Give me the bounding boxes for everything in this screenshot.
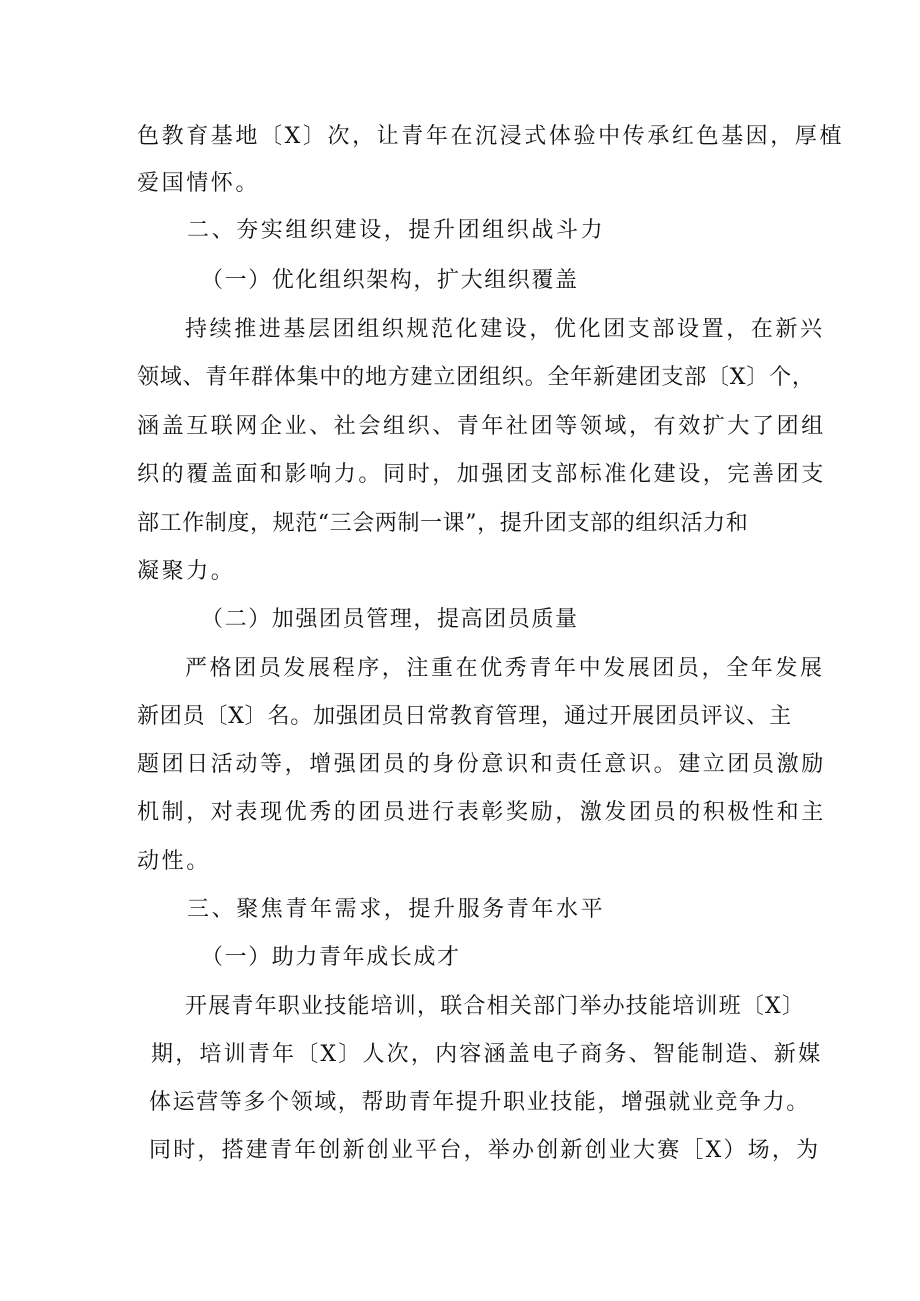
subheading: （一）优化组织架构，扩大组织覆盖: [201, 268, 579, 293]
body-line: 领域、青年群体集中的地方建立团组织。全年新建团支部〔X〕个，: [137, 365, 815, 390]
subheading: （二）加强团员管理，提高团员质量: [201, 607, 579, 632]
body-line: 持续推进基层团组织规范化建设，优化团支部设置，在新兴: [185, 317, 825, 342]
body-line: 机制，对表现优秀的团员进行表彰奖励，激发团员的积极性和主: [137, 800, 826, 825]
body-line: 色教育基地〔X〕次，让青年在沉浸式体验中传承红色基因，厚植: [137, 124, 845, 149]
body-line: 严格团员发展程序，注重在优秀青年中发展团员，全年发展: [185, 656, 825, 681]
body-line: 部工作制度，规范“三会两制一课”，提升团支部的组织活力和: [137, 511, 749, 536]
section-heading: 二、夯实组织建设，提升团组织战斗力: [187, 218, 606, 243]
body-line: 新团员〔X〕名。加强团员日常教育管理，通过开展团员评议、主: [137, 704, 792, 729]
body-line: 体运营等多个领域，帮助青年提升职业技能，增强就业竞争力。: [149, 1090, 810, 1115]
body-line: 爱国情怀。: [137, 171, 261, 196]
body-line: 同时，搭建青年创新创业平台，举办创新创业大赛［X）场，为: [149, 1138, 821, 1163]
body-line: 期，培训青年〔X〕人次，内容涵盖电子商务、智能制造、新媒: [151, 1042, 823, 1067]
section-heading: 三、聚焦青年需求，提升服务青年水平: [187, 897, 606, 922]
body-line: 开展青年职业技能培训，联合相关部门举办技能培训班〔X〕: [185, 994, 806, 1019]
body-line: 凝聚力。: [137, 559, 236, 584]
body-line: 织的覆盖面和影响力。同时，加强团支部标准化建设，完善团支: [137, 462, 826, 487]
body-line: 涵盖互联网企业、社会组织、青年社团等领域，有效扩大了团组: [137, 414, 826, 439]
subheading: （一）助力青年成长成才: [201, 945, 461, 970]
body-line: 动性。: [137, 849, 211, 874]
body-line: 题团日活动等，增强团员的身份意识和责任意识。建立团员激励: [137, 752, 826, 777]
